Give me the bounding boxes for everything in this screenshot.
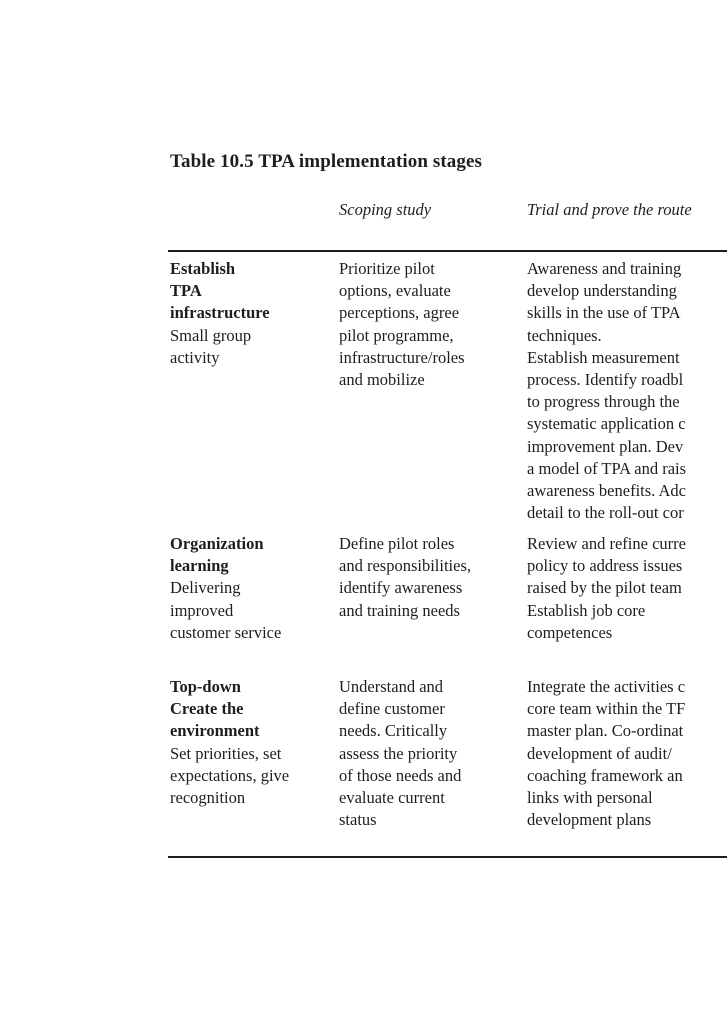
row-3-trial-line: Integrate the activities c	[527, 677, 686, 696]
row-3-scoping-line: define customer	[339, 699, 445, 719]
row-2-stage	[170, 533, 335, 644]
row-1-trial-line: to progress through the	[527, 392, 680, 412]
row-1-trial	[527, 258, 727, 524]
header-rule	[168, 250, 727, 252]
row-1-trial-line: process. Identify roadbl	[527, 370, 684, 390]
row-1-scoping-line: Prioritize pilot	[339, 259, 435, 278]
row-3-trial-line: master plan. Co-ordinat	[527, 721, 684, 741]
row-1-scoping-line: pilot programme,	[339, 325, 454, 345]
row-1-trial-line: develop understanding	[527, 281, 677, 301]
row-2-stage-text: customer service	[170, 622, 282, 642]
row-2-trial-line: Review and refine curre	[527, 534, 686, 553]
row-2-stage-text: improved	[170, 600, 234, 620]
row-3-stage-text: expectations, give	[170, 765, 290, 785]
row-3-stage	[170, 676, 335, 809]
row-3-scoping-line: needs. Critically	[339, 721, 448, 741]
row-1-trial-line: skills in the use of TPA	[527, 303, 681, 323]
row-3-trial-line: development plans	[527, 810, 652, 830]
header-trial-and-prove: Trial and prove the route	[527, 200, 692, 219]
row-1-scoping-line: and mobilize	[339, 370, 425, 390]
row-3-stage-bold: Create the	[170, 699, 244, 719]
row-1-trial-line: Awareness and training	[527, 259, 682, 278]
row-1-trial-line: improvement plan. Dev	[527, 436, 684, 456]
row-2-trial-line: competences	[527, 622, 613, 642]
row-2-scoping-line: identify awareness	[339, 578, 463, 598]
row-2-scoping-line: Define pilot roles	[339, 534, 455, 553]
row-1-stage-bold: infrastructure	[170, 303, 270, 323]
row-1-trial-line: systematic application c	[527, 414, 686, 434]
row-1-stage-text: activity	[170, 347, 220, 367]
row-3-trial-line: coaching framework an	[527, 765, 683, 785]
bottom-rule	[168, 856, 727, 858]
row-3-trial-line: links with personal	[527, 788, 653, 808]
row-1-stage-text: Small group	[170, 325, 252, 345]
row-3-scoping-line: of those needs and	[339, 765, 462, 785]
row-1-trial-line: detail to the roll-out cor	[527, 503, 684, 523]
row-3-scoping-line: Understand and	[339, 677, 444, 696]
row-2-scoping-line: and training needs	[339, 600, 460, 620]
row-2-stage-bold: learning	[170, 556, 229, 576]
row-3-stage-bold: environment	[170, 721, 260, 741]
row-3-scoping-line: assess the priority	[339, 743, 458, 763]
row-2-stage-text: Delivering	[170, 578, 241, 598]
row-3-scoping	[339, 676, 519, 831]
row-2-trial-line: raised by the pilot team	[527, 578, 682, 598]
row-2-trial	[527, 533, 727, 644]
row-1-trial-line: Establish measurement	[527, 347, 680, 367]
row-3-scoping-line: status	[339, 810, 377, 830]
row-3-stage-bold: Top-down	[170, 677, 241, 696]
row-1-trial-line: techniques.	[527, 325, 602, 345]
row-2-scoping-line: and responsibilities,	[339, 556, 471, 576]
row-3-trial	[527, 676, 727, 831]
row-3-trial-line: development of audit/	[527, 743, 672, 763]
table-title: Table 10.5 TPA implementation stages	[170, 151, 483, 172]
row-1-scoping	[339, 258, 519, 391]
row-1-stage	[170, 258, 335, 369]
row-1-scoping-line: perceptions, agree	[339, 303, 460, 323]
row-3-stage-text: recognition	[170, 788, 246, 808]
header-scoping-study: Scoping study	[339, 200, 432, 219]
row-3-stage-text: Set priorities, set	[170, 743, 282, 763]
row-2-trial-line: Establish job core	[527, 600, 646, 620]
row-1-trial-line: a model of TPA and rais	[527, 458, 687, 478]
row-2-scoping	[339, 533, 519, 622]
row-1-scoping-line: options, evaluate	[339, 281, 451, 301]
row-1-trial-line: awareness benefits. Adc	[527, 481, 686, 501]
row-2-trial-line: policy to address issues	[527, 556, 683, 576]
row-3-trial-line: core team within the TF	[527, 699, 686, 719]
row-1-stage-bold: Establish	[170, 259, 236, 278]
row-3-scoping-line: evaluate current	[339, 788, 445, 808]
row-2-stage-bold: Organization	[170, 534, 264, 553]
row-1-stage-bold: TPA	[170, 281, 202, 301]
row-1-scoping-line: infrastructure/roles	[339, 347, 465, 367]
